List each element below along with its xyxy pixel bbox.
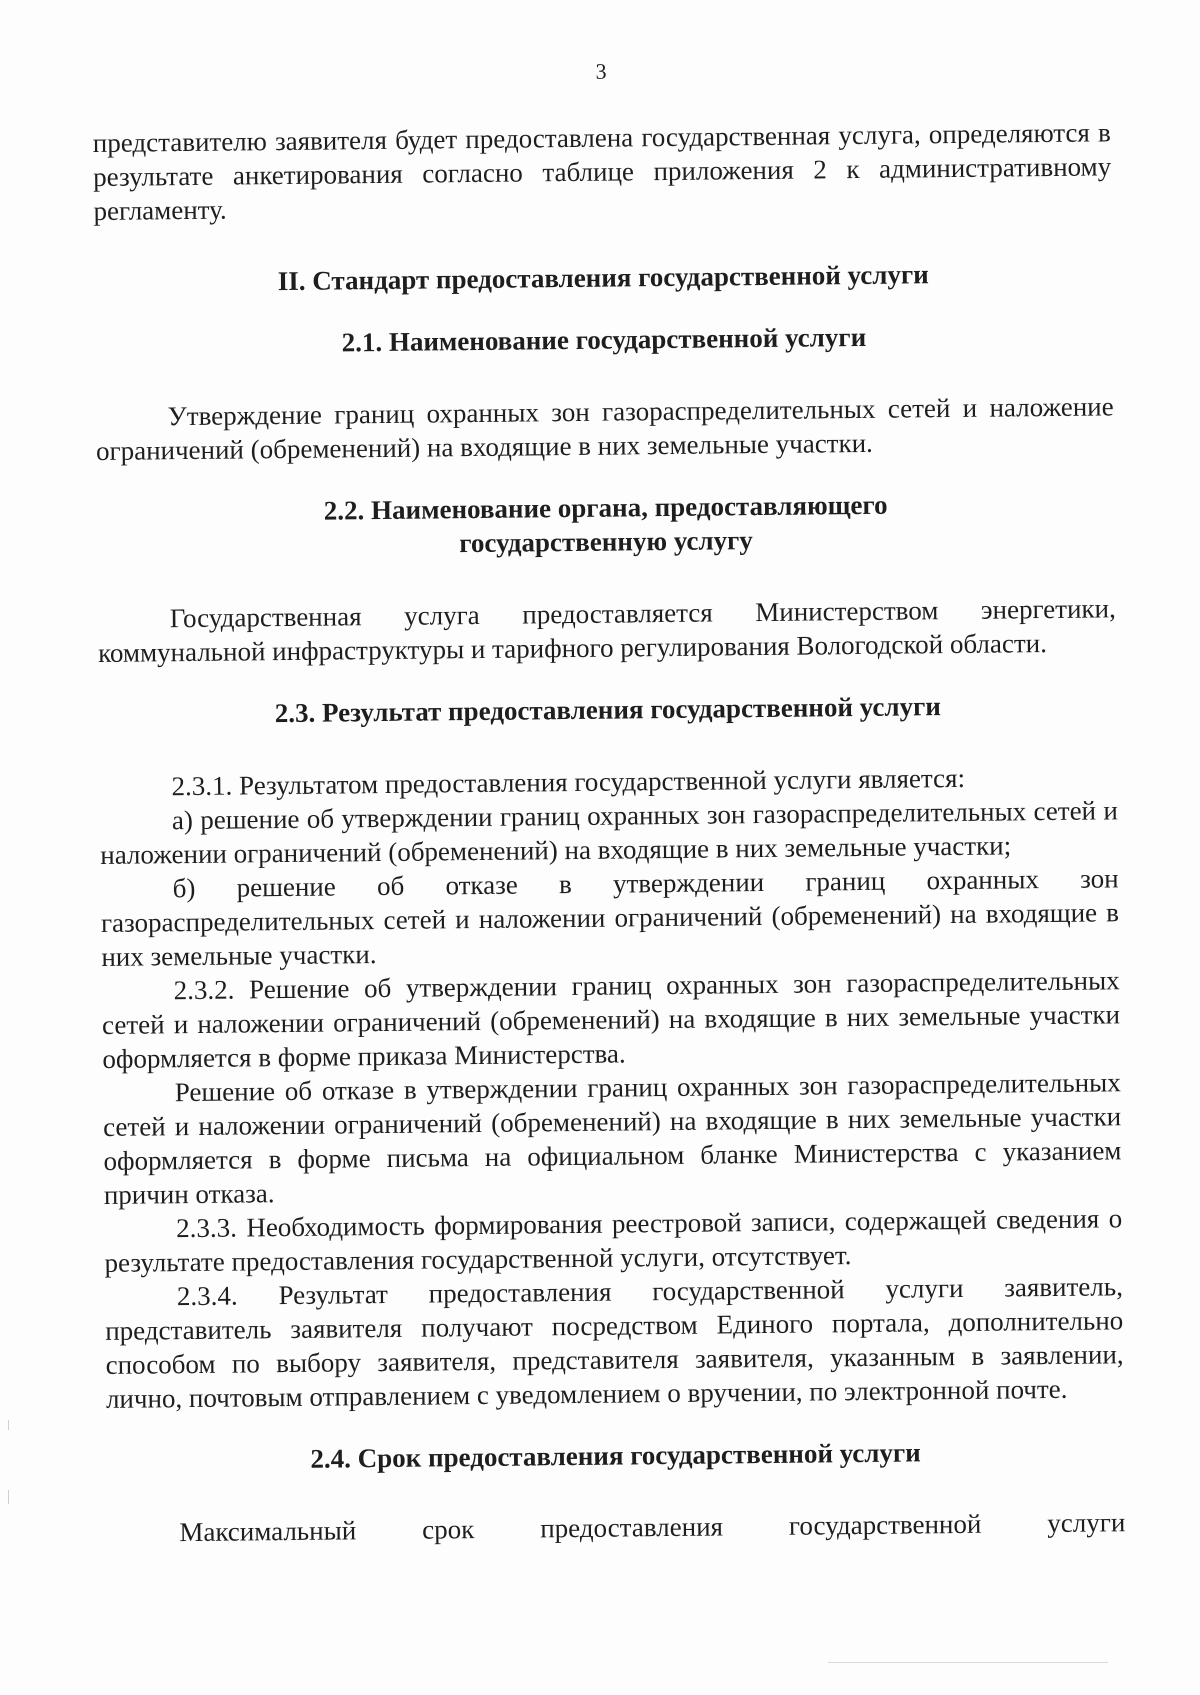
page-content xyxy=(92,53,1126,1550)
paragraph-2-3-2-refusal: Решение об отказе в утверждении границ охранных зон газораспределительных сетей и наложении ограничений (обременений) на входящие в них земельные участки оформляется в форме письма на официальном бланке Министерства с указанием причин отказа. xyxy=(102,1067,1122,1210)
paragraph-2-3-1-b: б) решение об отказе в утверждении границ охранных зон газораспределительных сетей и наложении ограничений (обременений) на входящие в них земельные участки. xyxy=(100,863,1120,972)
paragraph-2-3-1-a: а) решение об утверждении границ охранных зон газораспределительных сетей и наложении ограничений (обременений) на входящие в них земельные участки; xyxy=(100,795,1119,870)
heading-2-2-line2: государственную услугу xyxy=(459,525,753,559)
heading-2-3: 2.3. Результат предоставления государственной услуги xyxy=(274,691,941,729)
paragraph-2-3-3: 2.3.3. Необходимость формирования реестровой записи, содержащей сведения о результате предоставления государственной услуги, отсутствует. xyxy=(104,1203,1123,1278)
heading-2-1: 2.1. Наименование государственной услуги xyxy=(341,321,867,358)
section-title: II. Стандарт предоставления государственной услуги xyxy=(277,259,929,297)
paragraph-2-3-2: 2.3.2. Решение об утверждении границ охранных зон газораспределительных сетей и наложении ограничений (обременений) на входящие в них земельные участки оформляется в форме приказа Министерства. xyxy=(101,965,1121,1074)
paragraph-2-1: Утверждение границ охранных зон газораспределительных сетей и наложение ограничений (обременений) на входящие в них земельные участки. xyxy=(95,391,1114,466)
scan-speck xyxy=(8,1420,9,1430)
paragraph-2-4: Максимальный срок предоставления государственной услуги xyxy=(179,1507,1126,1548)
heading-2-2-line1: 2.2. Наименование органа, предоставляющего xyxy=(323,489,888,526)
heading-2-4: 2.4. Срок предоставления государственной услуги xyxy=(310,1437,921,1474)
intro-paragraph: представителю заявителя будет предоставлена государственная услуга, определяются в результате анкетирования согласно таблице приложения 2 к административному регламенту. xyxy=(92,117,1112,226)
paragraph-2-2: Государственная услуга предоставляется Министерством энергетики, коммунальной инфраструктуры и тарифного регулирования Вологодской области. xyxy=(98,593,1116,668)
paragraph-2-3-4: 2.3.4. Результат предоставления государственной услуги заявитель, представитель заявителя получают посредством Единого портала, дополнительно способом по выбору заявителя, представителя заявителя, указанным в заявлении, лично, почтовым отправлением с уведомлением о вручении, по электронной почте. xyxy=(105,1271,1124,1414)
paragraph-2-3-1: 2.3.1. Результатом предоставления государственной услуги является: xyxy=(171,762,966,802)
page-number: 3 xyxy=(595,58,607,84)
scan-edge-line xyxy=(828,1662,1108,1663)
scan-speck xyxy=(8,1490,9,1504)
